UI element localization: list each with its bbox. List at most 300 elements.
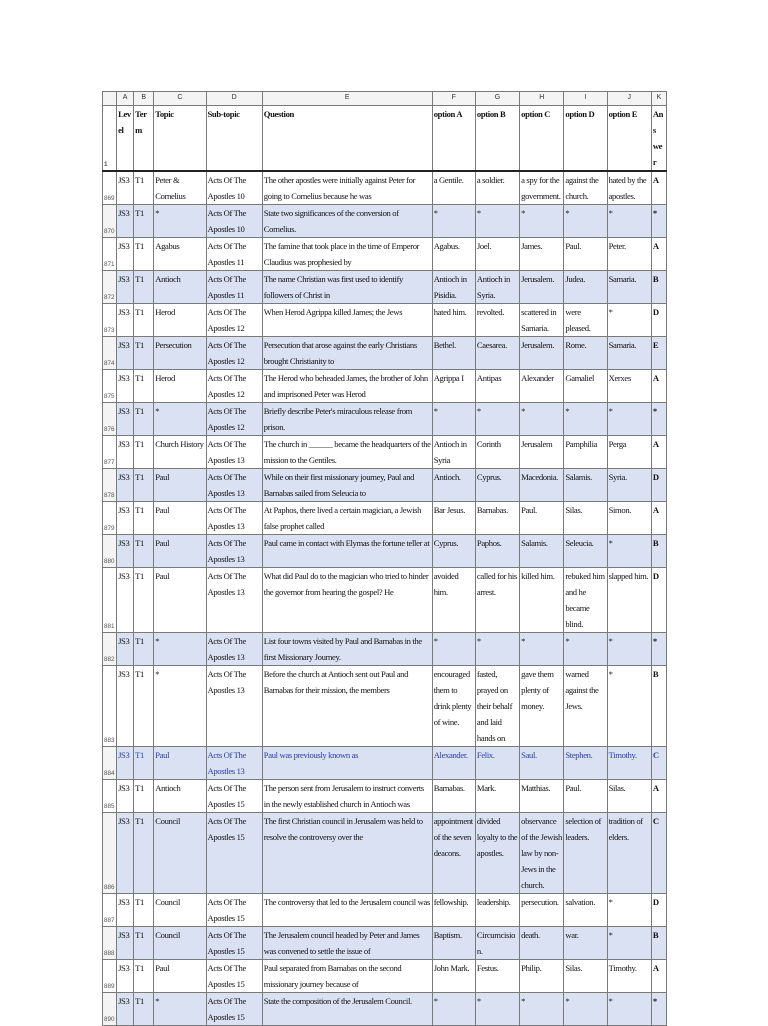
cell-option-b[interactable]: Antioch in Syria. bbox=[475, 271, 519, 304]
header-answer[interactable]: Ans wer bbox=[651, 106, 666, 172]
cell-option-e[interactable]: Samaria. bbox=[607, 271, 651, 304]
cell-option-c[interactable]: gave them plenty of money. bbox=[520, 666, 564, 747]
row-number[interactable]: 885 bbox=[103, 780, 117, 813]
row-number[interactable]: 881 bbox=[103, 568, 117, 633]
header-option-d[interactable]: option D bbox=[564, 106, 607, 172]
cell-term[interactable]: T1 bbox=[134, 205, 154, 238]
cell-option-a[interactable]: Barnabas. bbox=[432, 780, 475, 813]
cell-option-e[interactable]: Xerxes bbox=[607, 370, 651, 403]
cell-option-e[interactable]: * bbox=[607, 403, 651, 436]
cell-option-c[interactable]: observance of the Jewish law by non-Jews in the church. bbox=[520, 813, 564, 894]
cell-option-d[interactable]: war. bbox=[564, 927, 607, 960]
cell-question[interactable]: The name Christian was first used to identify followers of Christ in bbox=[262, 271, 432, 304]
cell-answer[interactable]: * bbox=[651, 403, 666, 436]
cell-option-b[interactable]: * bbox=[475, 993, 519, 1026]
row-number[interactable]: 873 bbox=[103, 304, 117, 337]
cell-question[interactable]: At Paphos, there lived a certain magician, a Jewish false prophet called bbox=[262, 502, 432, 535]
cell-option-a[interactable]: Agrippa I bbox=[432, 370, 475, 403]
cell-option-c[interactable]: Jerusalem. bbox=[520, 337, 564, 370]
cell-option-b[interactable]: Joel. bbox=[475, 238, 519, 271]
cell-level[interactable]: JS3 bbox=[117, 469, 134, 502]
column-header-a[interactable]: A bbox=[117, 92, 134, 106]
cell-option-b[interactable]: * bbox=[475, 403, 519, 436]
cell-topic[interactable]: Antioch bbox=[154, 780, 206, 813]
cell-term[interactable]: T1 bbox=[134, 894, 154, 927]
cell-level[interactable]: JS3 bbox=[117, 403, 134, 436]
cell-option-a[interactable]: avoided him. bbox=[432, 568, 475, 633]
cell-level[interactable]: JS3 bbox=[117, 666, 134, 747]
cell-level[interactable]: JS3 bbox=[117, 502, 134, 535]
cell-option-c[interactable]: Jerusalem bbox=[520, 436, 564, 469]
cell-option-d[interactable]: salvation. bbox=[564, 894, 607, 927]
cell-option-e[interactable]: * bbox=[607, 535, 651, 568]
cell-answer[interactable]: * bbox=[651, 205, 666, 238]
row-number[interactable]: 876 bbox=[103, 403, 117, 436]
table-row bbox=[103, 436, 667, 469]
table-row bbox=[103, 813, 667, 894]
cell-term[interactable]: T1 bbox=[134, 747, 154, 780]
row-number[interactable]: 870 bbox=[103, 205, 117, 238]
cell-option-c[interactable]: death. bbox=[520, 927, 564, 960]
cell-question[interactable]: Persecution that arose against the early Christians brought Christianity to bbox=[262, 337, 432, 370]
cell-term[interactable]: T1 bbox=[134, 633, 154, 666]
cell-option-d[interactable]: Paul. bbox=[564, 238, 607, 271]
cell-option-b[interactable]: revolted. bbox=[475, 304, 519, 337]
cell-question[interactable]: State two significances of the conversion of Cornelius. bbox=[262, 205, 432, 238]
cell-level[interactable]: JS3 bbox=[117, 633, 134, 666]
cell-level[interactable]: JS3 bbox=[117, 370, 134, 403]
cell-question[interactable]: What did Paul do to the magician who tried to hinder the governor from hearing the gospel? He bbox=[262, 568, 432, 633]
cell-option-a[interactable]: Bar Jesus. bbox=[432, 502, 475, 535]
cell-term[interactable]: T1 bbox=[134, 436, 154, 469]
cell-option-d[interactable]: Judea. bbox=[564, 271, 607, 304]
cell-answer[interactable]: E bbox=[651, 337, 666, 370]
cell-term[interactable]: T1 bbox=[134, 304, 154, 337]
cell-topic[interactable]: Paul bbox=[154, 469, 206, 502]
cell-option-a[interactable]: Antioch in Pisidia. bbox=[432, 271, 475, 304]
table-row bbox=[103, 666, 667, 747]
row-number[interactable]: 887 bbox=[103, 894, 117, 927]
cell-level[interactable]: JS3 bbox=[117, 813, 134, 894]
cell-topic[interactable]: Paul bbox=[154, 568, 206, 633]
cell-option-c[interactable]: a spy for the government. bbox=[520, 171, 564, 205]
row-number[interactable]: 1 bbox=[103, 106, 117, 172]
header-option-e[interactable]: option E bbox=[607, 106, 651, 172]
cell-level[interactable]: JS3 bbox=[117, 568, 134, 633]
cell-option-d[interactable]: * bbox=[564, 205, 607, 238]
cell-option-b[interactable]: leadership. bbox=[475, 894, 519, 927]
cell-option-d[interactable]: Paul. bbox=[564, 780, 607, 813]
cell-option-d[interactable]: against the church. bbox=[564, 171, 607, 205]
cell-subtopic[interactable]: Acts Of The Apostles 10 bbox=[206, 205, 262, 238]
cell-question[interactable]: The controversy that led to the Jerusalem council was bbox=[262, 894, 432, 927]
column-header-h[interactable]: H bbox=[520, 92, 564, 106]
cell-option-c[interactable]: * bbox=[520, 993, 564, 1026]
row-number[interactable]: 874 bbox=[103, 337, 117, 370]
cell-option-c[interactable]: Saul. bbox=[520, 747, 564, 780]
cell-answer[interactable]: C bbox=[651, 747, 666, 780]
header-option-b[interactable]: option B bbox=[475, 106, 519, 172]
cell-answer[interactable]: * bbox=[651, 993, 666, 1026]
cell-level[interactable]: JS3 bbox=[117, 993, 134, 1026]
table-row bbox=[103, 993, 667, 1026]
cell-option-a[interactable]: Baptism. bbox=[432, 927, 475, 960]
cell-subtopic[interactable]: Acts Of The Apostles 11 bbox=[206, 271, 262, 304]
cell-option-c[interactable]: Alexander bbox=[520, 370, 564, 403]
cell-option-a[interactable]: Antioch in Syria bbox=[432, 436, 475, 469]
cell-option-b[interactable]: Corinth bbox=[475, 436, 519, 469]
cell-answer[interactable]: B bbox=[651, 927, 666, 960]
cell-level[interactable]: JS3 bbox=[117, 927, 134, 960]
cell-answer[interactable]: A bbox=[651, 780, 666, 813]
cell-term[interactable]: T1 bbox=[134, 993, 154, 1026]
cell-subtopic[interactable]: Acts Of The Apostles 15 bbox=[206, 780, 262, 813]
cell-option-e[interactable]: Perga bbox=[607, 436, 651, 469]
header-option-c[interactable]: option C bbox=[520, 106, 564, 172]
cell-option-d[interactable]: Stephen. bbox=[564, 747, 607, 780]
cell-option-b[interactable]: divided loyalty to the apostles. bbox=[475, 813, 519, 894]
cell-topic[interactable]: Council bbox=[154, 894, 206, 927]
cell-level[interactable]: JS3 bbox=[117, 436, 134, 469]
cell-option-d[interactable]: * bbox=[564, 633, 607, 666]
cell-topic[interactable]: Agabus bbox=[154, 238, 206, 271]
cell-option-d[interactable]: Seleucia. bbox=[564, 535, 607, 568]
table-row bbox=[103, 238, 667, 271]
table-row bbox=[103, 780, 667, 813]
cell-option-c[interactable]: scattered in Samaria. bbox=[520, 304, 564, 337]
column-header-f[interactable]: F bbox=[432, 92, 475, 106]
cell-option-a[interactable]: encouraged them to drink plenty of wine. bbox=[432, 666, 475, 747]
cell-option-e[interactable]: Simon. bbox=[607, 502, 651, 535]
column-header-b[interactable]: B bbox=[134, 92, 154, 106]
column-header-i[interactable]: I bbox=[564, 92, 607, 106]
cell-question[interactable]: The Jerusalem council headed by Peter and James was convened to settle the issue of bbox=[262, 927, 432, 960]
row-number[interactable]: 886 bbox=[103, 813, 117, 894]
corner-cell[interactable] bbox=[103, 92, 117, 106]
column-header-d[interactable]: D bbox=[206, 92, 262, 106]
cell-option-a[interactable]: * bbox=[432, 633, 475, 666]
cell-subtopic[interactable]: Acts Of The Apostles 12 bbox=[206, 304, 262, 337]
cell-topic[interactable]: * bbox=[154, 666, 206, 747]
cell-question[interactable]: The other apostles were initially against Peter for going to Cornelius because he was bbox=[262, 171, 432, 205]
cell-option-c[interactable]: Macedonia. bbox=[520, 469, 564, 502]
cell-option-e[interactable]: * bbox=[607, 993, 651, 1026]
row-number[interactable]: 878 bbox=[103, 469, 117, 502]
cell-question[interactable]: The first Christian council in Jerusalem was held to resolve the controversy over the bbox=[262, 813, 432, 894]
cell-option-a[interactable]: * bbox=[432, 993, 475, 1026]
header-term[interactable]: Term bbox=[134, 106, 154, 172]
cell-topic[interactable]: Herod bbox=[154, 304, 206, 337]
cell-level[interactable]: JS3 bbox=[117, 337, 134, 370]
cell-level[interactable]: JS3 bbox=[117, 304, 134, 337]
cell-option-b[interactable]: Circumcision. bbox=[475, 927, 519, 960]
cell-option-a[interactable]: Alexander. bbox=[432, 747, 475, 780]
cell-topic[interactable]: Paul bbox=[154, 502, 206, 535]
cell-option-e[interactable]: * bbox=[607, 304, 651, 337]
cell-term[interactable]: T1 bbox=[134, 780, 154, 813]
cell-option-b[interactable]: Paphos. bbox=[475, 535, 519, 568]
column-header-c[interactable]: C bbox=[154, 92, 206, 106]
cell-question[interactable]: The person sent from Jerusalem to instruct converts in the newly established church in Antioch was bbox=[262, 780, 432, 813]
cell-subtopic[interactable]: Acts Of The Apostles 15 bbox=[206, 993, 262, 1026]
cell-option-c[interactable]: James. bbox=[520, 238, 564, 271]
cell-topic[interactable]: Paul bbox=[154, 535, 206, 568]
row-number[interactable]: 884 bbox=[103, 747, 117, 780]
cell-question[interactable]: Paul was previously known as bbox=[262, 747, 432, 780]
cell-option-c[interactable]: Matthias. bbox=[520, 780, 564, 813]
cell-subtopic[interactable]: Acts Of The Apostles 13 bbox=[206, 666, 262, 747]
table-row bbox=[103, 502, 667, 535]
cell-question[interactable]: Briefly describe Peter's miraculous release from prison. bbox=[262, 403, 432, 436]
row-number[interactable]: 869 bbox=[103, 171, 117, 205]
row-number[interactable]: 871 bbox=[103, 238, 117, 271]
row-number[interactable]: 889 bbox=[103, 960, 117, 993]
cell-subtopic[interactable]: Acts Of The Apostles 13 bbox=[206, 535, 262, 568]
cell-option-c[interactable]: killed him. bbox=[520, 568, 564, 633]
cell-option-e[interactable]: * bbox=[607, 666, 651, 747]
cell-topic[interactable]: * bbox=[154, 633, 206, 666]
cell-level[interactable]: JS3 bbox=[117, 205, 134, 238]
row-number[interactable]: 879 bbox=[103, 502, 117, 535]
cell-option-e[interactable]: Peter. bbox=[607, 238, 651, 271]
cell-topic[interactable]: Council bbox=[154, 813, 206, 894]
cell-topic[interactable]: Paul bbox=[154, 960, 206, 993]
cell-answer[interactable]: D bbox=[651, 894, 666, 927]
cell-level[interactable]: JS3 bbox=[117, 960, 134, 993]
cell-option-a[interactable]: John Mark. bbox=[432, 960, 475, 993]
cell-term[interactable]: T1 bbox=[134, 403, 154, 436]
cell-subtopic[interactable]: Acts Of The Apostles 15 bbox=[206, 894, 262, 927]
row-number[interactable]: 880 bbox=[103, 535, 117, 568]
cell-option-d[interactable]: * bbox=[564, 403, 607, 436]
cell-option-e[interactable]: * bbox=[607, 927, 651, 960]
cell-subtopic[interactable]: Acts Of The Apostles 15 bbox=[206, 927, 262, 960]
cell-answer[interactable]: A bbox=[651, 238, 666, 271]
cell-option-d[interactable]: Silas. bbox=[564, 960, 607, 993]
cell-question[interactable]: Paul separated from Barnabas on the second missionary journey because of bbox=[262, 960, 432, 993]
cell-topic[interactable]: Peter & Cornelius bbox=[154, 171, 206, 205]
cell-option-d[interactable]: Pamphilia bbox=[564, 436, 607, 469]
cell-subtopic[interactable]: Acts Of The Apostles 15 bbox=[206, 813, 262, 894]
cell-answer[interactable]: D bbox=[651, 568, 666, 633]
header-subtopic[interactable]: Sub-topic bbox=[206, 106, 262, 172]
column-letter-row bbox=[103, 92, 667, 106]
table-row bbox=[103, 205, 667, 238]
row-number[interactable]: 890 bbox=[103, 993, 117, 1026]
cell-option-a[interactable]: * bbox=[432, 205, 475, 238]
cell-option-b[interactable]: fasted, prayed on their behalf and laid hands on bbox=[475, 666, 519, 747]
cell-option-b[interactable]: Mark. bbox=[475, 780, 519, 813]
cell-question[interactable]: The church in ______ became the headquarters of the mission to the Gentiles. bbox=[262, 436, 432, 469]
cell-option-e[interactable]: * bbox=[607, 633, 651, 666]
cell-option-b[interactable]: Festus. bbox=[475, 960, 519, 993]
cell-term[interactable]: T1 bbox=[134, 502, 154, 535]
cell-topic[interactable]: Persecution bbox=[154, 337, 206, 370]
cell-subtopic[interactable]: Acts Of The Apostles 12 bbox=[206, 403, 262, 436]
cell-topic[interactable]: Herod bbox=[154, 370, 206, 403]
cell-option-b[interactable]: Cyprus. bbox=[475, 469, 519, 502]
cell-option-c[interactable]: persecution. bbox=[520, 894, 564, 927]
cell-topic[interactable]: Antioch bbox=[154, 271, 206, 304]
cell-option-c[interactable]: Jerusalem. bbox=[520, 271, 564, 304]
cell-option-b[interactable]: Antipas bbox=[475, 370, 519, 403]
cell-level[interactable]: JS3 bbox=[117, 747, 134, 780]
cell-question[interactable]: While on their first missionary journey, Paul and Barnabas sailed from Seleucia to bbox=[262, 469, 432, 502]
cell-option-b[interactable]: Felix. bbox=[475, 747, 519, 780]
cell-term[interactable]: T1 bbox=[134, 469, 154, 502]
cell-subtopic[interactable]: Acts Of The Apostles 11 bbox=[206, 238, 262, 271]
cell-option-a[interactable]: Bethel. bbox=[432, 337, 475, 370]
cell-level[interactable]: JS3 bbox=[117, 238, 134, 271]
cell-option-e[interactable]: * bbox=[607, 894, 651, 927]
cell-option-e[interactable]: Syria. bbox=[607, 469, 651, 502]
cell-option-d[interactable]: Salamis. bbox=[564, 469, 607, 502]
cell-option-a[interactable]: a Gentile. bbox=[432, 171, 475, 205]
cell-answer[interactable]: A bbox=[651, 370, 666, 403]
cell-option-c[interactable]: Philip. bbox=[520, 960, 564, 993]
cell-option-d[interactable]: Gamaliel bbox=[564, 370, 607, 403]
cell-option-b[interactable]: * bbox=[475, 205, 519, 238]
cell-topic[interactable]: Council bbox=[154, 927, 206, 960]
cell-question[interactable]: When Herod Agrippa killed James; the Jews bbox=[262, 304, 432, 337]
cell-answer[interactable]: A bbox=[651, 436, 666, 469]
cell-answer[interactable]: A bbox=[651, 502, 666, 535]
cell-topic[interactable]: * bbox=[154, 993, 206, 1026]
cell-topic[interactable]: Church History bbox=[154, 436, 206, 469]
column-header-e[interactable]: E bbox=[262, 92, 432, 106]
table-row bbox=[103, 171, 667, 205]
cell-option-c[interactable]: * bbox=[520, 633, 564, 666]
cell-subtopic[interactable]: Acts Of The Apostles 13 bbox=[206, 469, 262, 502]
cell-option-c[interactable]: Paul. bbox=[520, 502, 564, 535]
cell-answer[interactable]: * bbox=[651, 633, 666, 666]
row-number[interactable]: 877 bbox=[103, 436, 117, 469]
cell-option-d[interactable]: Silas. bbox=[564, 502, 607, 535]
cell-option-b[interactable]: Barnabas. bbox=[475, 502, 519, 535]
cell-subtopic[interactable]: Acts Of The Apostles 13 bbox=[206, 568, 262, 633]
cell-question[interactable]: State the composition of the Jerusalem Council. bbox=[262, 993, 432, 1026]
cell-term[interactable]: T1 bbox=[134, 171, 154, 205]
cell-option-e[interactable]: Samaria. bbox=[607, 337, 651, 370]
cell-option-a[interactable]: fellowship. bbox=[432, 894, 475, 927]
cell-level[interactable]: JS3 bbox=[117, 271, 134, 304]
column-header-g[interactable]: G bbox=[475, 92, 519, 106]
cell-subtopic[interactable]: Acts Of The Apostles 13 bbox=[206, 502, 262, 535]
cell-term[interactable]: T1 bbox=[134, 960, 154, 993]
cell-term[interactable]: T1 bbox=[134, 535, 154, 568]
cell-option-e[interactable]: slapped him. bbox=[607, 568, 651, 633]
cell-option-c[interactable]: * bbox=[520, 205, 564, 238]
row-number[interactable]: 883 bbox=[103, 666, 117, 747]
cell-level[interactable]: JS3 bbox=[117, 894, 134, 927]
cell-option-c[interactable]: * bbox=[520, 403, 564, 436]
column-header-j[interactable]: J bbox=[607, 92, 651, 106]
cell-option-b[interactable]: Caesarea. bbox=[475, 337, 519, 370]
cell-option-d[interactable]: * bbox=[564, 993, 607, 1026]
cell-level[interactable]: JS3 bbox=[117, 780, 134, 813]
cell-option-b[interactable]: * bbox=[475, 633, 519, 666]
cell-option-d[interactable]: warned against the Jews. bbox=[564, 666, 607, 747]
row-number[interactable]: 875 bbox=[103, 370, 117, 403]
table-row bbox=[103, 535, 667, 568]
cell-topic[interactable]: * bbox=[154, 205, 206, 238]
cell-question[interactable]: The famine that took place in the time of Emperor Claudius was prophesied by bbox=[262, 238, 432, 271]
cell-subtopic[interactable]: Acts Of The Apostles 12 bbox=[206, 370, 262, 403]
cell-term[interactable]: T1 bbox=[134, 337, 154, 370]
cell-option-a[interactable]: Agabus. bbox=[432, 238, 475, 271]
cell-option-d[interactable]: selection of leaders. bbox=[564, 813, 607, 894]
cell-answer[interactable]: B bbox=[651, 271, 666, 304]
cell-term[interactable]: T1 bbox=[134, 568, 154, 633]
cell-question[interactable]: Paul came in contact with Elymas the fortune teller at bbox=[262, 535, 432, 568]
cell-term[interactable]: T1 bbox=[134, 238, 154, 271]
cell-option-a[interactable]: * bbox=[432, 403, 475, 436]
cell-question[interactable]: The Herod who beheaded James, the brother of John and imprisoned Peter was Herod bbox=[262, 370, 432, 403]
row-number[interactable]: 882 bbox=[103, 633, 117, 666]
cell-question[interactable]: List four towns visited by Paul and Barnabas in the first Missionary Journey. bbox=[262, 633, 432, 666]
cell-option-e[interactable]: Silas. bbox=[607, 780, 651, 813]
cell-answer[interactable]: D bbox=[651, 469, 666, 502]
header-topic[interactable]: Topic bbox=[154, 106, 206, 172]
cell-subtopic[interactable]: Acts Of The Apostles 15 bbox=[206, 960, 262, 993]
row-number[interactable]: 888 bbox=[103, 927, 117, 960]
header-option-a[interactable]: option A bbox=[432, 106, 475, 172]
cell-option-a[interactable]: Antioch. bbox=[432, 469, 475, 502]
cell-question[interactable]: Before the church at Antioch sent out Paul and Barnabas for their mission, the members bbox=[262, 666, 432, 747]
cell-term[interactable]: T1 bbox=[134, 271, 154, 304]
cell-answer[interactable]: A bbox=[651, 960, 666, 993]
cell-subtopic[interactable]: Acts Of The Apostles 10 bbox=[206, 171, 262, 205]
cell-option-a[interactable]: hated him. bbox=[432, 304, 475, 337]
cell-answer[interactable]: C bbox=[651, 813, 666, 894]
cell-option-d[interactable]: were pleased. bbox=[564, 304, 607, 337]
cell-subtopic[interactable]: Acts Of The Apostles 13 bbox=[206, 436, 262, 469]
cell-answer[interactable]: A bbox=[651, 171, 666, 205]
cell-topic[interactable]: * bbox=[154, 403, 206, 436]
cell-subtopic[interactable]: Acts Of The Apostles 13 bbox=[206, 633, 262, 666]
cell-level[interactable]: JS3 bbox=[117, 535, 134, 568]
cell-option-e[interactable]: Timothy. bbox=[607, 960, 651, 993]
cell-option-a[interactable]: appointment of the seven deacons. bbox=[432, 813, 475, 894]
cell-term[interactable]: T1 bbox=[134, 927, 154, 960]
cell-level[interactable]: JS3 bbox=[117, 171, 134, 205]
cell-term[interactable]: T1 bbox=[134, 666, 154, 747]
header-level[interactable]: Level bbox=[117, 106, 134, 172]
cell-subtopic[interactable]: Acts Of The Apostles 12 bbox=[206, 337, 262, 370]
cell-term[interactable]: T1 bbox=[134, 370, 154, 403]
cell-subtopic[interactable]: Acts Of The Apostles 13 bbox=[206, 747, 262, 780]
cell-option-b[interactable]: called for his arrest. bbox=[475, 568, 519, 633]
column-header-k[interactable]: K bbox=[651, 92, 666, 106]
cell-answer[interactable]: B bbox=[651, 666, 666, 747]
cell-option-a[interactable]: Cyprus. bbox=[432, 535, 475, 568]
cell-option-d[interactable]: rebuked him and he became blind. bbox=[564, 568, 607, 633]
cell-answer[interactable]: B bbox=[651, 535, 666, 568]
table-row bbox=[103, 633, 667, 666]
cell-option-e[interactable]: * bbox=[607, 205, 651, 238]
cell-option-e[interactable]: hated by the apostles. bbox=[607, 171, 651, 205]
cell-option-d[interactable]: Rome. bbox=[564, 337, 607, 370]
cell-option-e[interactable]: Timothy. bbox=[607, 747, 651, 780]
header-question[interactable]: Question bbox=[262, 106, 432, 172]
cell-term[interactable]: T1 bbox=[134, 813, 154, 894]
row-number[interactable]: 872 bbox=[103, 271, 117, 304]
cell-option-e[interactable]: tradition of elders. bbox=[607, 813, 651, 894]
cell-option-b[interactable]: a soldier. bbox=[475, 171, 519, 205]
cell-topic[interactable]: Paul bbox=[154, 747, 206, 780]
cell-answer[interactable]: D bbox=[651, 304, 666, 337]
cell-option-c[interactable]: Salamis. bbox=[520, 535, 564, 568]
